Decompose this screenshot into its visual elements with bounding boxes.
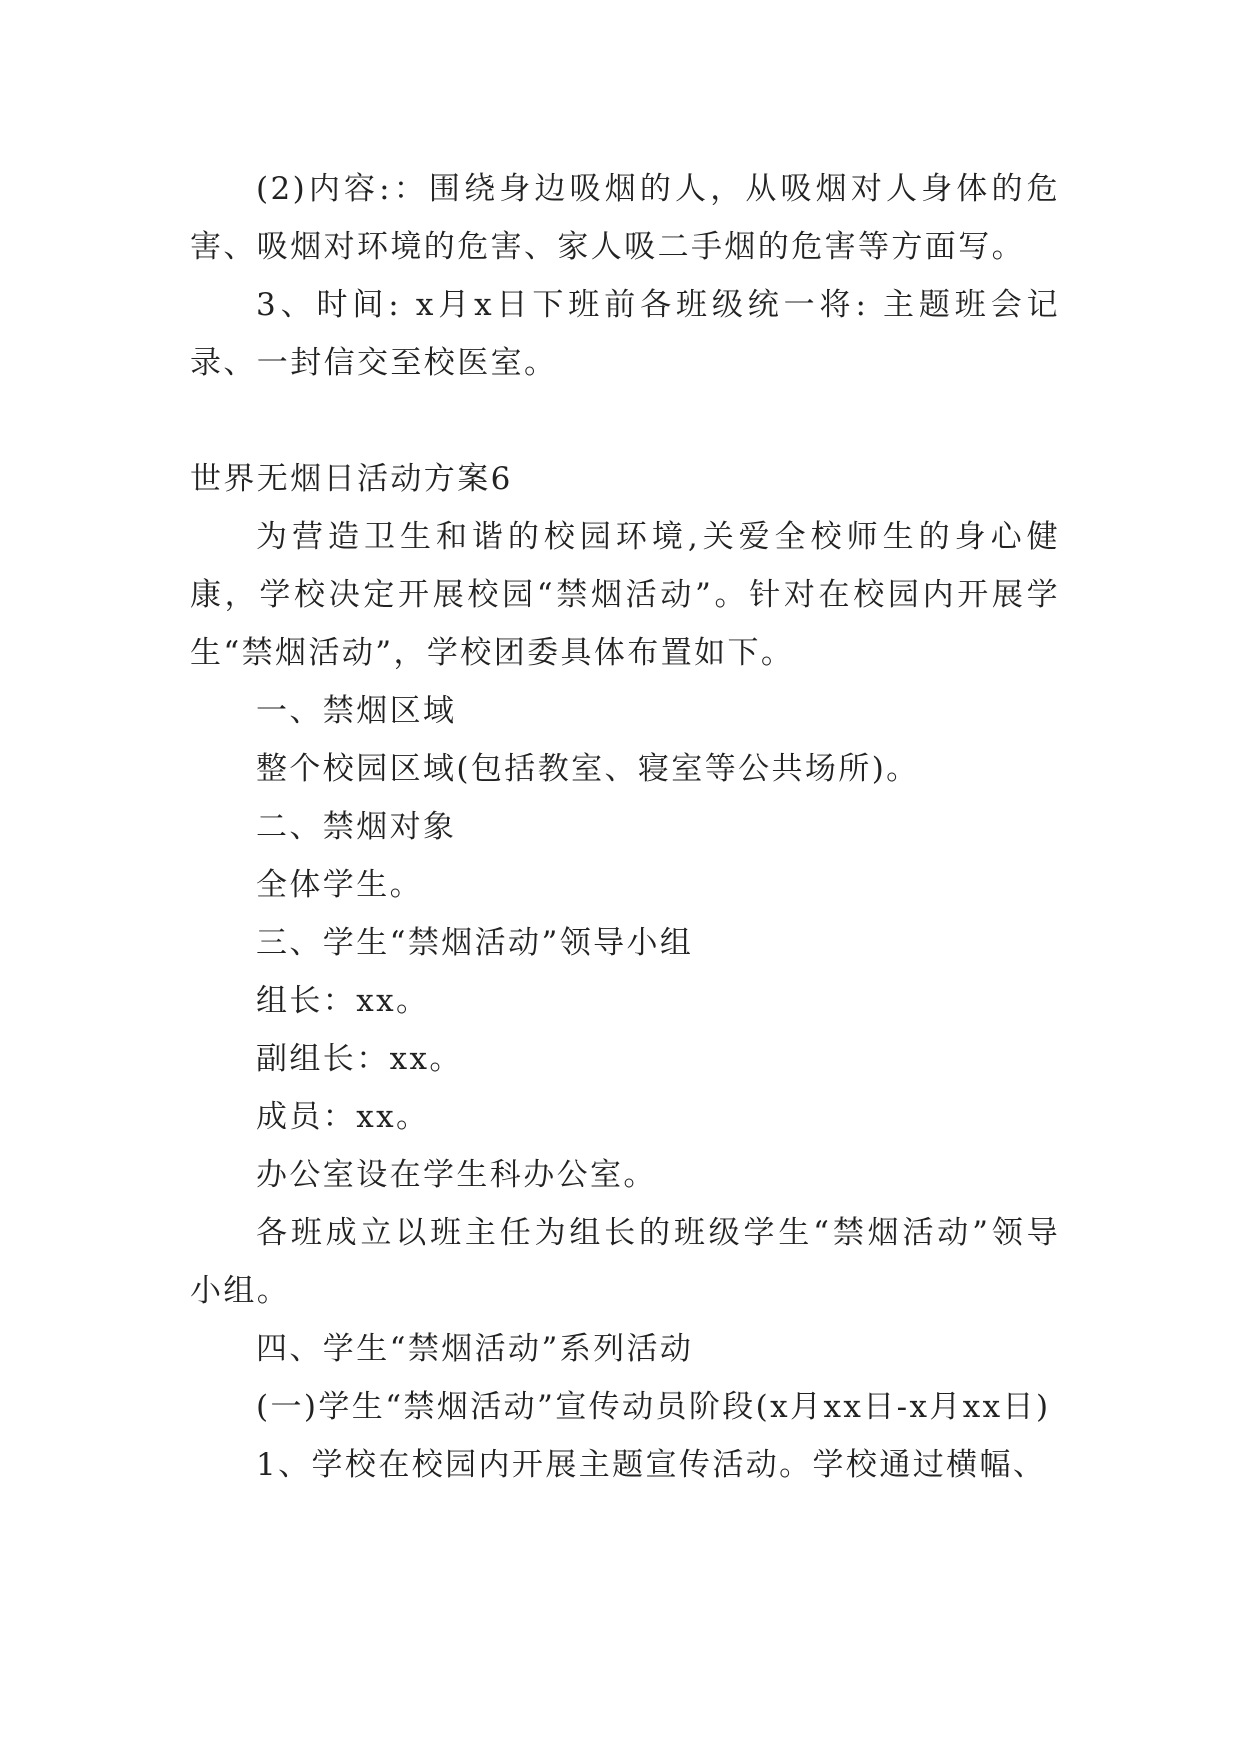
paragraph-submission-time: 3、时间: x月x日下班前各班级统一将: 主题班会记录、一封信交至校医室。: [190, 287, 1060, 381]
paragraph-members: 成员：xx。: [256, 1099, 430, 1135]
paragraph-deputy-leader: 副组长：xx。: [256, 1041, 463, 1077]
paragraph-office-location: 办公室设在学生科办公室。: [256, 1157, 657, 1193]
paragraph-content-requirements: (2)内容:：围绕身边吸烟的人，从吸烟对人身体的危害、吸烟对环境的危害、家人吸二手烟的危害等方面写。: [190, 171, 1060, 265]
subheading-activity-series: 四、学生“禁烟活动”系列活动: [256, 1331, 694, 1367]
paragraph-mobilization-stage: (一)学生“禁烟活动”宣传动员阶段(x月xx日-x月xx日): [256, 1389, 1051, 1425]
document-body: [190, 160, 1060, 1494]
subheading-no-smoking-area: 一、禁烟区域: [256, 693, 457, 729]
paragraph-class-groups: 各班成立以班主任为组长的班级学生“禁烟活动”领导小组。: [190, 1215, 1060, 1309]
section-heading: 世界无烟日活动方案6: [190, 461, 513, 497]
subheading-leadership-group: 三、学生“禁烟活动”领导小组: [256, 925, 694, 961]
paragraph-campus-publicity: 1、学校在校园内开展主题宣传活动。学校通过横幅、: [256, 1447, 1047, 1483]
paragraph-introduction: 为营造卫生和谐的校园环境,关爱全校师生的身心健康，学校决定开展校园“禁烟活动”。针对在校园内开展学生“禁烟活动”，学校团委具体布置如下。: [190, 519, 1060, 671]
subheading-target: 二、禁烟对象: [256, 809, 457, 845]
paragraph-target-detail: 全体学生。: [256, 867, 423, 903]
paragraph-area-detail: 整个校园区域(包括教室、寝室等公共场所)。: [256, 751, 920, 787]
paragraph-group-leader: 组长：xx。: [256, 983, 430, 1019]
